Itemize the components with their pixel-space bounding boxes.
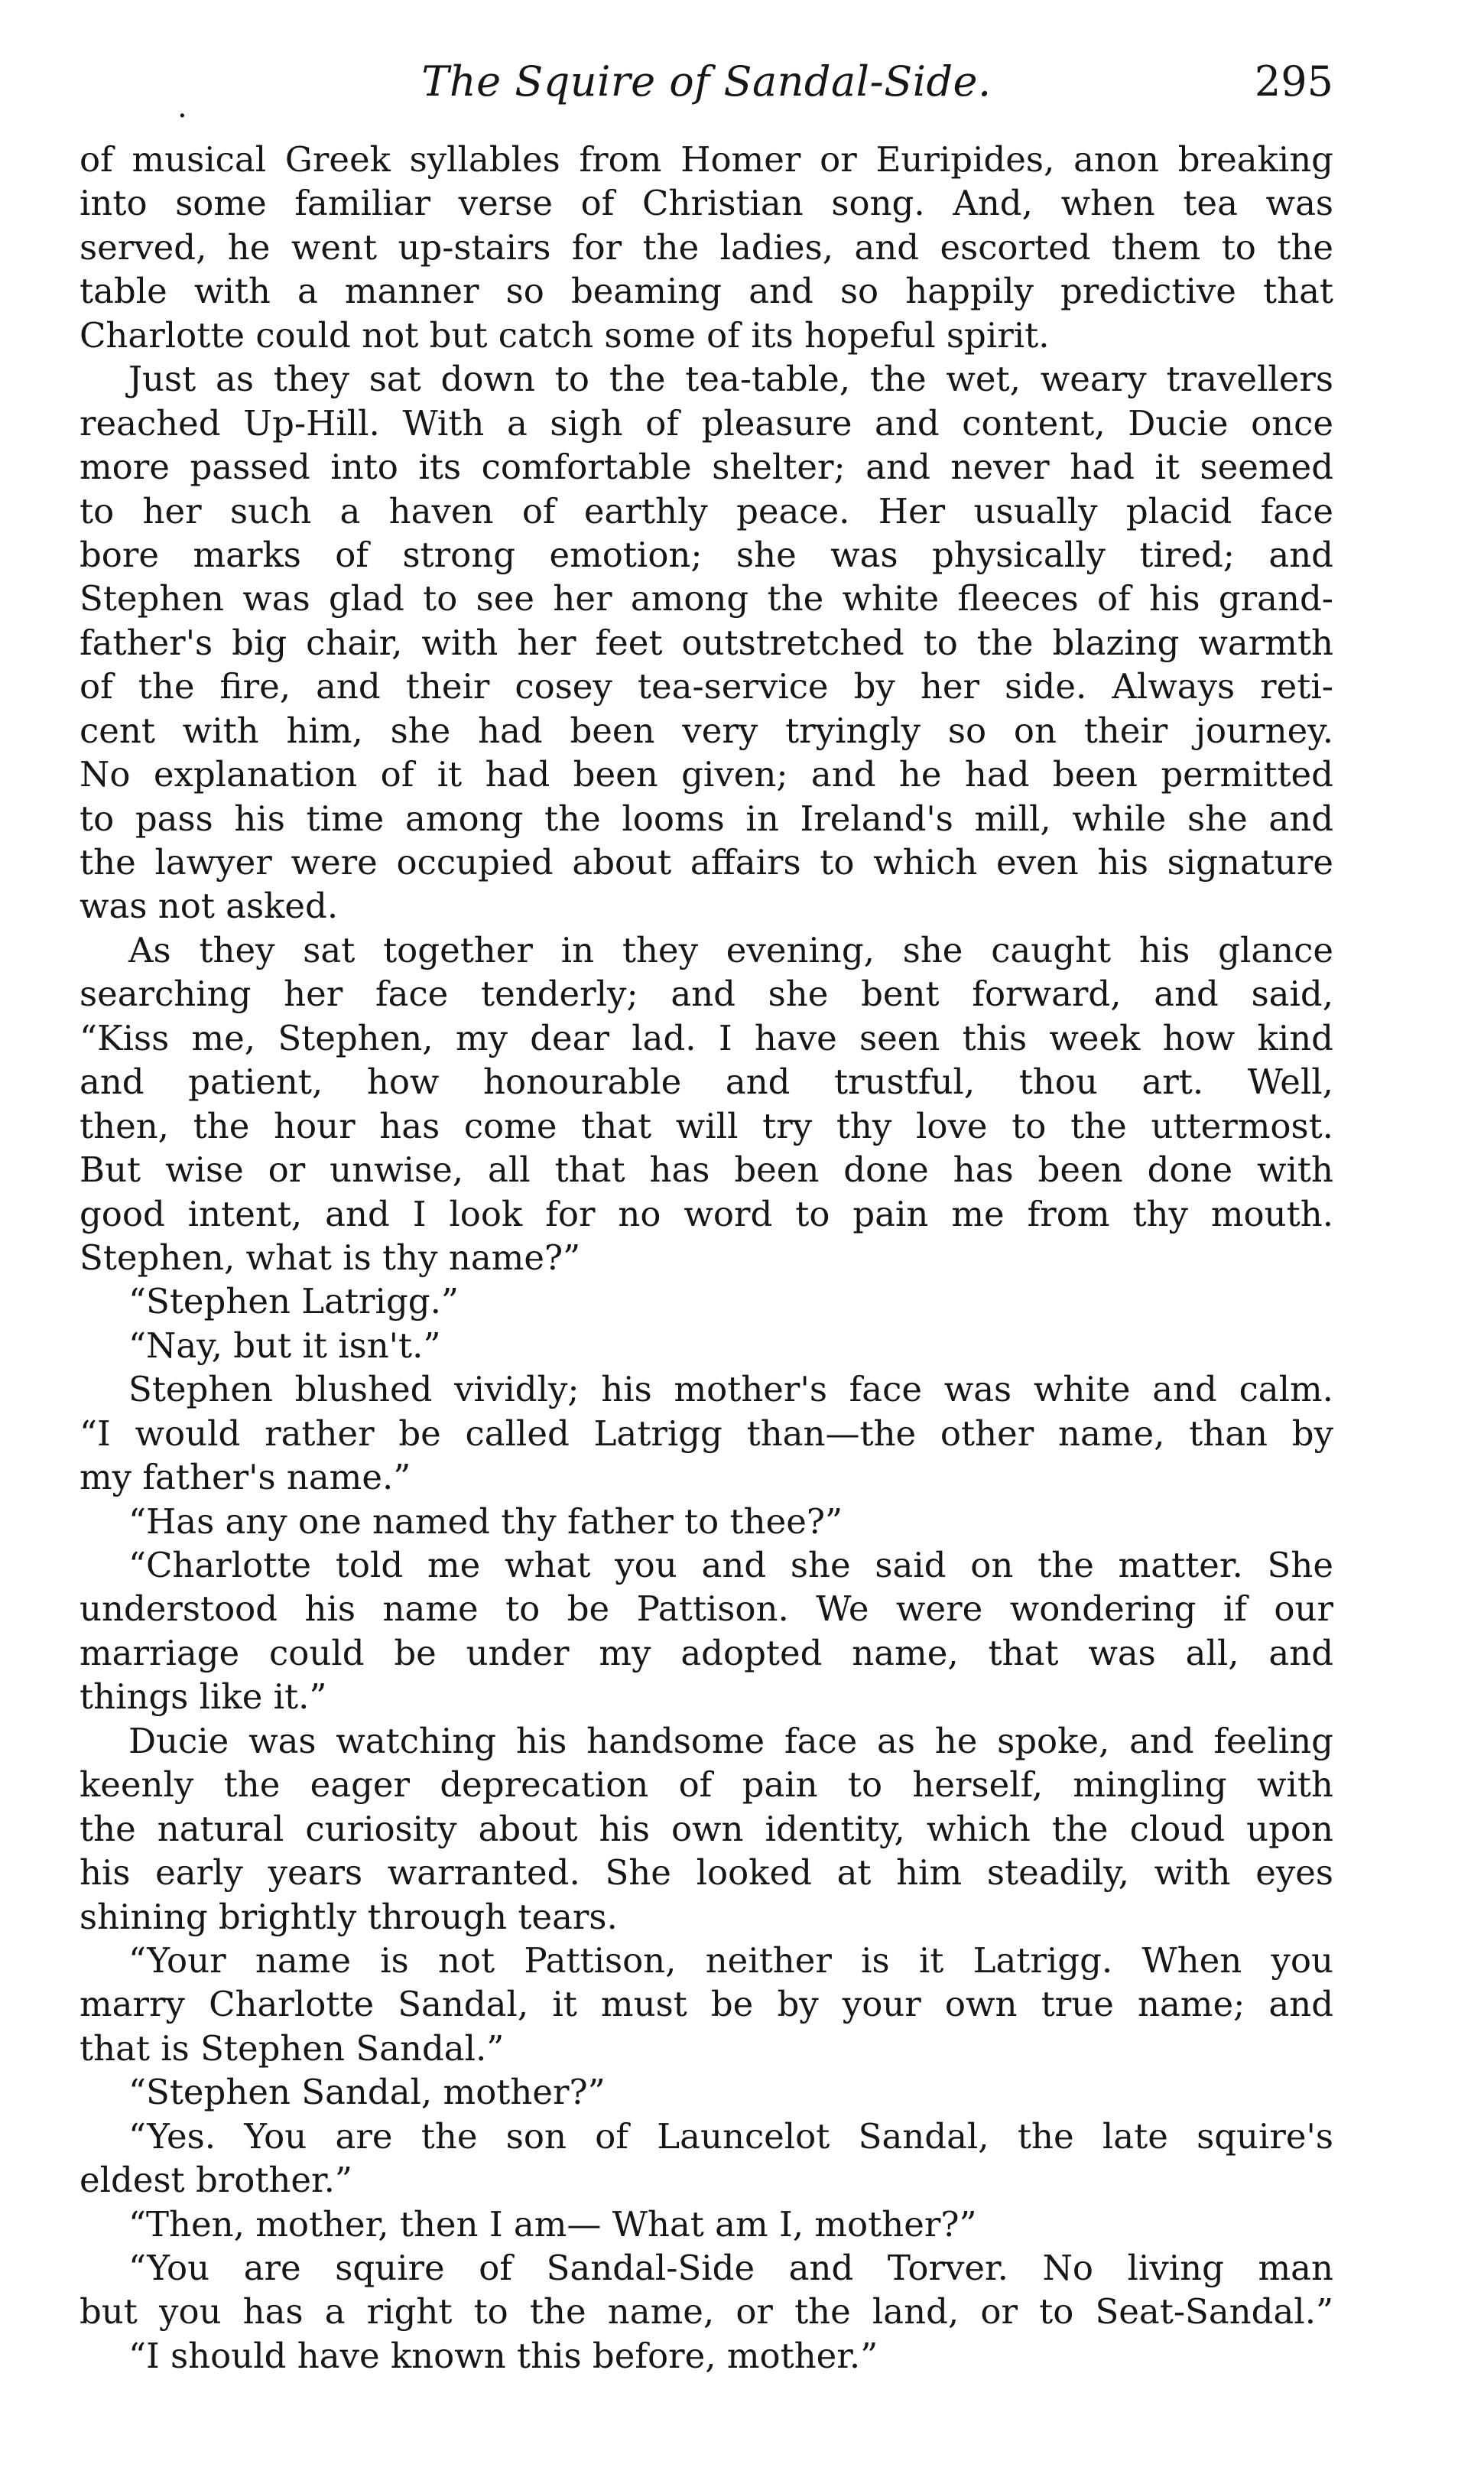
text-line: “Kiss me, Stephen, my dear lad. I have seen this week how kind xyxy=(80,1017,1333,1058)
text-line: searching her face tenderly; and she bent forward, and said, xyxy=(80,974,1333,1015)
text-line: marry Charlotte Sandal, it must be by your own true name; and xyxy=(80,1984,1333,2025)
text-line: shining brightly through tears. xyxy=(80,1896,618,1937)
text-line: Stephen, what is thy name?” xyxy=(80,1237,581,1278)
running-title: The Squire of Sandal-Side. xyxy=(421,57,992,106)
text-line: “You are squire of Sandal-Side and Torver. No living man xyxy=(128,2248,1333,2288)
text-line: into some familiar verse of Christian song. And, when tea was xyxy=(80,183,1333,224)
text-line: but you has a right to the name, or the land, or to Seat-Sandal.” xyxy=(80,2291,1333,2333)
text-line: “Stephen Latrigg.” xyxy=(128,1281,459,1322)
text-line: was not asked. xyxy=(80,886,339,927)
page-number: 295 xyxy=(1254,57,1333,106)
text-line: good intent, and I look for no word to pain me from thy mouth. xyxy=(80,1193,1333,1234)
text-line: more passed into its comfortable shelter; and never had it seemed xyxy=(80,447,1333,488)
text-line: then, the hour has come that will try thy love to the uttermost. xyxy=(80,1105,1333,1146)
text-line: bore marks of strong emotion; she was physically tired; and xyxy=(80,534,1333,575)
text-line: “Yes. You are the son of Launcelot Sandal, the late squire's xyxy=(128,2115,1333,2157)
text-line: of the fire, and their cosey tea-service by her side. Always reti- xyxy=(80,666,1333,707)
text-line: cent with him, she had been very tryingly so on their journey. xyxy=(80,710,1333,751)
text-line: As they sat together in they evening, she caught his glance xyxy=(128,929,1333,970)
page-header xyxy=(80,47,1333,125)
text-line: Just as they sat down to the tea-table, the wet, weary travellers xyxy=(128,359,1333,400)
text-line: his early years warranted. She looked at him steadily, with eyes xyxy=(80,1852,1333,1894)
text-line: “Your name is not Pattison, neither is it Latrigg. When you xyxy=(128,1939,1333,1981)
text-line: “Has any one named thy father to thee?” xyxy=(128,1500,843,1542)
text-line: father's big chair, with her feet outstretched to the blazing warmth xyxy=(80,622,1333,663)
text-line: “I would rather be called Latrigg than—the other name, than by xyxy=(80,1413,1333,1454)
text-line: and patient, how honourable and trustful, thou art. Well, xyxy=(80,1061,1333,1103)
header-marker: . xyxy=(177,89,187,125)
text-line: understood his name to be Pattison. We were wondering if our xyxy=(80,1588,1333,1630)
text-line: Stephen blushed vividly; his mother's face was white and calm. xyxy=(128,1369,1333,1410)
text-line: “I should have known this before, mother.” xyxy=(128,2335,878,2376)
body-text xyxy=(80,138,1333,2378)
text-line: to her such a haven of earthly peace. Her usually placid face xyxy=(80,490,1333,532)
text-line: things like it.” xyxy=(80,1676,327,1718)
text-line: eldest brother.” xyxy=(80,2160,352,2201)
text-line: the lawyer were occupied about affairs to which even his signature xyxy=(80,842,1333,883)
text-line: “Charlotte told me what you and she said on the matter. She xyxy=(128,1545,1333,1585)
text-line: that is Stephen Sandal.” xyxy=(80,2027,505,2069)
text-line: of musical Greek syllables from Homer or Euripides, anon breaking xyxy=(80,139,1333,180)
text-line: served, he went up-stairs for the ladies, and escorted them to the xyxy=(80,226,1333,268)
text-line: table with a manner so beaming and so happily predictive that xyxy=(80,271,1333,312)
text-line: “Nay, but it isn't.” xyxy=(128,1325,441,1366)
text-line: Charlotte could not but catch some of its hopeful spirit. xyxy=(80,314,1050,356)
text-line: But wise or unwise, all that has been done has been done with xyxy=(80,1149,1333,1191)
text-line: the natural curiosity about his own identity, which the cloud upon xyxy=(80,1808,1333,1849)
text-line: marriage could be under my adopted name, that was all, and xyxy=(80,1632,1333,1673)
text-line: “Then, mother, then I am— What am I, mother?” xyxy=(128,2203,977,2245)
text-line: No explanation of it had been given; and he had been permitted xyxy=(80,754,1333,795)
text-line: Ducie was watching his handsome face as he spoke, and feeling xyxy=(128,1720,1333,1761)
text-line: to pass his time among the looms in Ireland's mill, while she and xyxy=(80,798,1333,839)
text-line: reached Up-Hill. With a sigh of pleasure and content, Ducie once xyxy=(80,402,1333,444)
text-line: keenly the eager deprecation of pain to herself, mingling with xyxy=(80,1764,1333,1806)
text-line: Stephen was glad to see her among the white fleeces of his grand- xyxy=(80,578,1333,619)
text-line: “Stephen Sandal, mother?” xyxy=(128,2072,606,2113)
text-line: my father's name.” xyxy=(80,1457,411,1498)
